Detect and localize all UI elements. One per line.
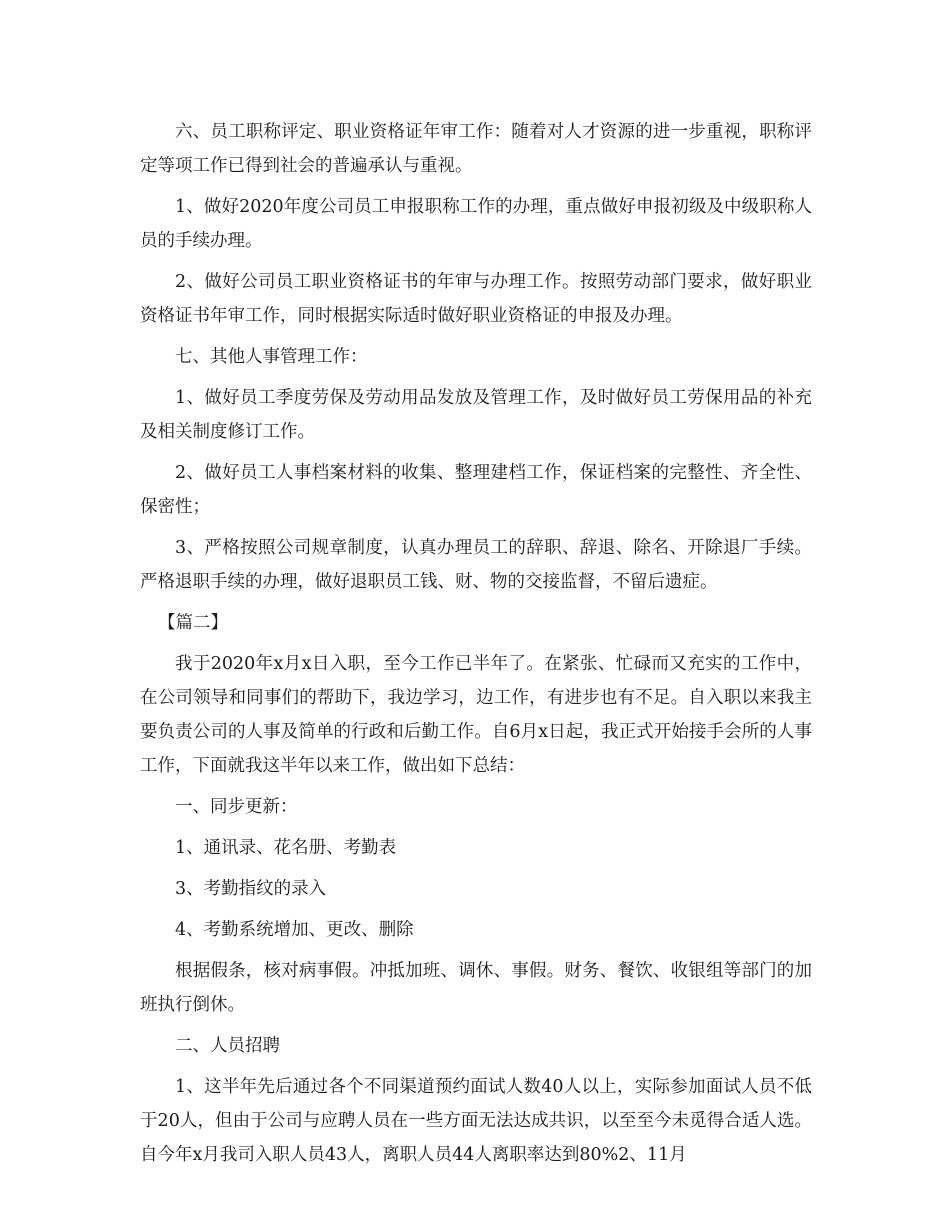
list-item-fingerprint: 3、考勤指纹的录入 — [175, 879, 327, 899]
paragraph-item-2b: 2、做好员工人事档案材料的收集、整理建档工作，保证档案的完整性、齐全性、保密性； — [140, 463, 812, 517]
paragraph-item-1: 1、做好2020年度公司员工申报职称工作的办理，重点做好申报初级及中级职称人员的手续办理。 — [140, 197, 812, 251]
section-heading-part-two: 【篇二】 — [158, 613, 228, 633]
paragraph-recruitment: 二、人员招聘 — [175, 1036, 280, 1056]
paragraph-section-6: 六、员工职称评定、职业资格证年审工作：随着对人才资源的进一步重视，职称评定等项工作已得到社会的普遍承认与重视。 — [140, 122, 812, 176]
paragraph-intro: 我于2020年x月x日入职，至今工作已半年了。在紧张、忙碌而又充实的工作中，在公司领导和同事们的帮助下，我边学习，边工作，有进步也有不足。自入职以来我主要负责公司的人事及简单的行政和后勤工作。自6月x日起，我正式开始接手会所的人事工作，下面就我这半年以来工作，做出如下总结： — [140, 654, 812, 776]
paragraph-recruitment-detail: 1、这半年先后通过各个不同渠道预约面试人数40人以上，实际参加面试人员不低于20人，但由于公司与应聘人员在一些方面无法达成共识，以至至今未觅得合适人选。自今年x月我司入职人员43人，离职人员44人离职率达到80%2、11月 — [140, 1077, 812, 1165]
paragraph-item-3: 3、严格按照公司规章制度，认真办理员工的辞职、辞退、除名、开除退厂手续。严格退职手续的办理，做好退职员工钱、财、物的交接监督，不留后遗症。 — [140, 538, 812, 592]
paragraph-section-7: 七、其他人事管理工作： — [175, 347, 368, 367]
paragraph-leave: 根据假条，核对病事假。冲抵加班、调休、事假。财务、餐饮、收银组等部门的加班执行倒休。 — [140, 961, 812, 1015]
list-item-attendance-system: 4、考勤系统增加、更改、删除 — [175, 920, 414, 940]
list-item-contacts: 1、通讯录、花名册、考勤表 — [175, 838, 397, 858]
paragraph-sync-update: 一、同步更新： — [175, 797, 298, 817]
paragraph-item-2: 2、做好公司员工职业资格证书的年审与办理工作。按照劳动部门要求，做好职业资格证书年审工作，同时根据实际适时做好职业资格证的申报及办理。 — [140, 272, 812, 326]
paragraph-item-1b: 1、做好员工季度劳保及劳动用品发放及管理工作，及时做好员工劳保用品的补充及相关制度修订工作。 — [140, 388, 812, 442]
document-page — [140, 115, 812, 1179]
